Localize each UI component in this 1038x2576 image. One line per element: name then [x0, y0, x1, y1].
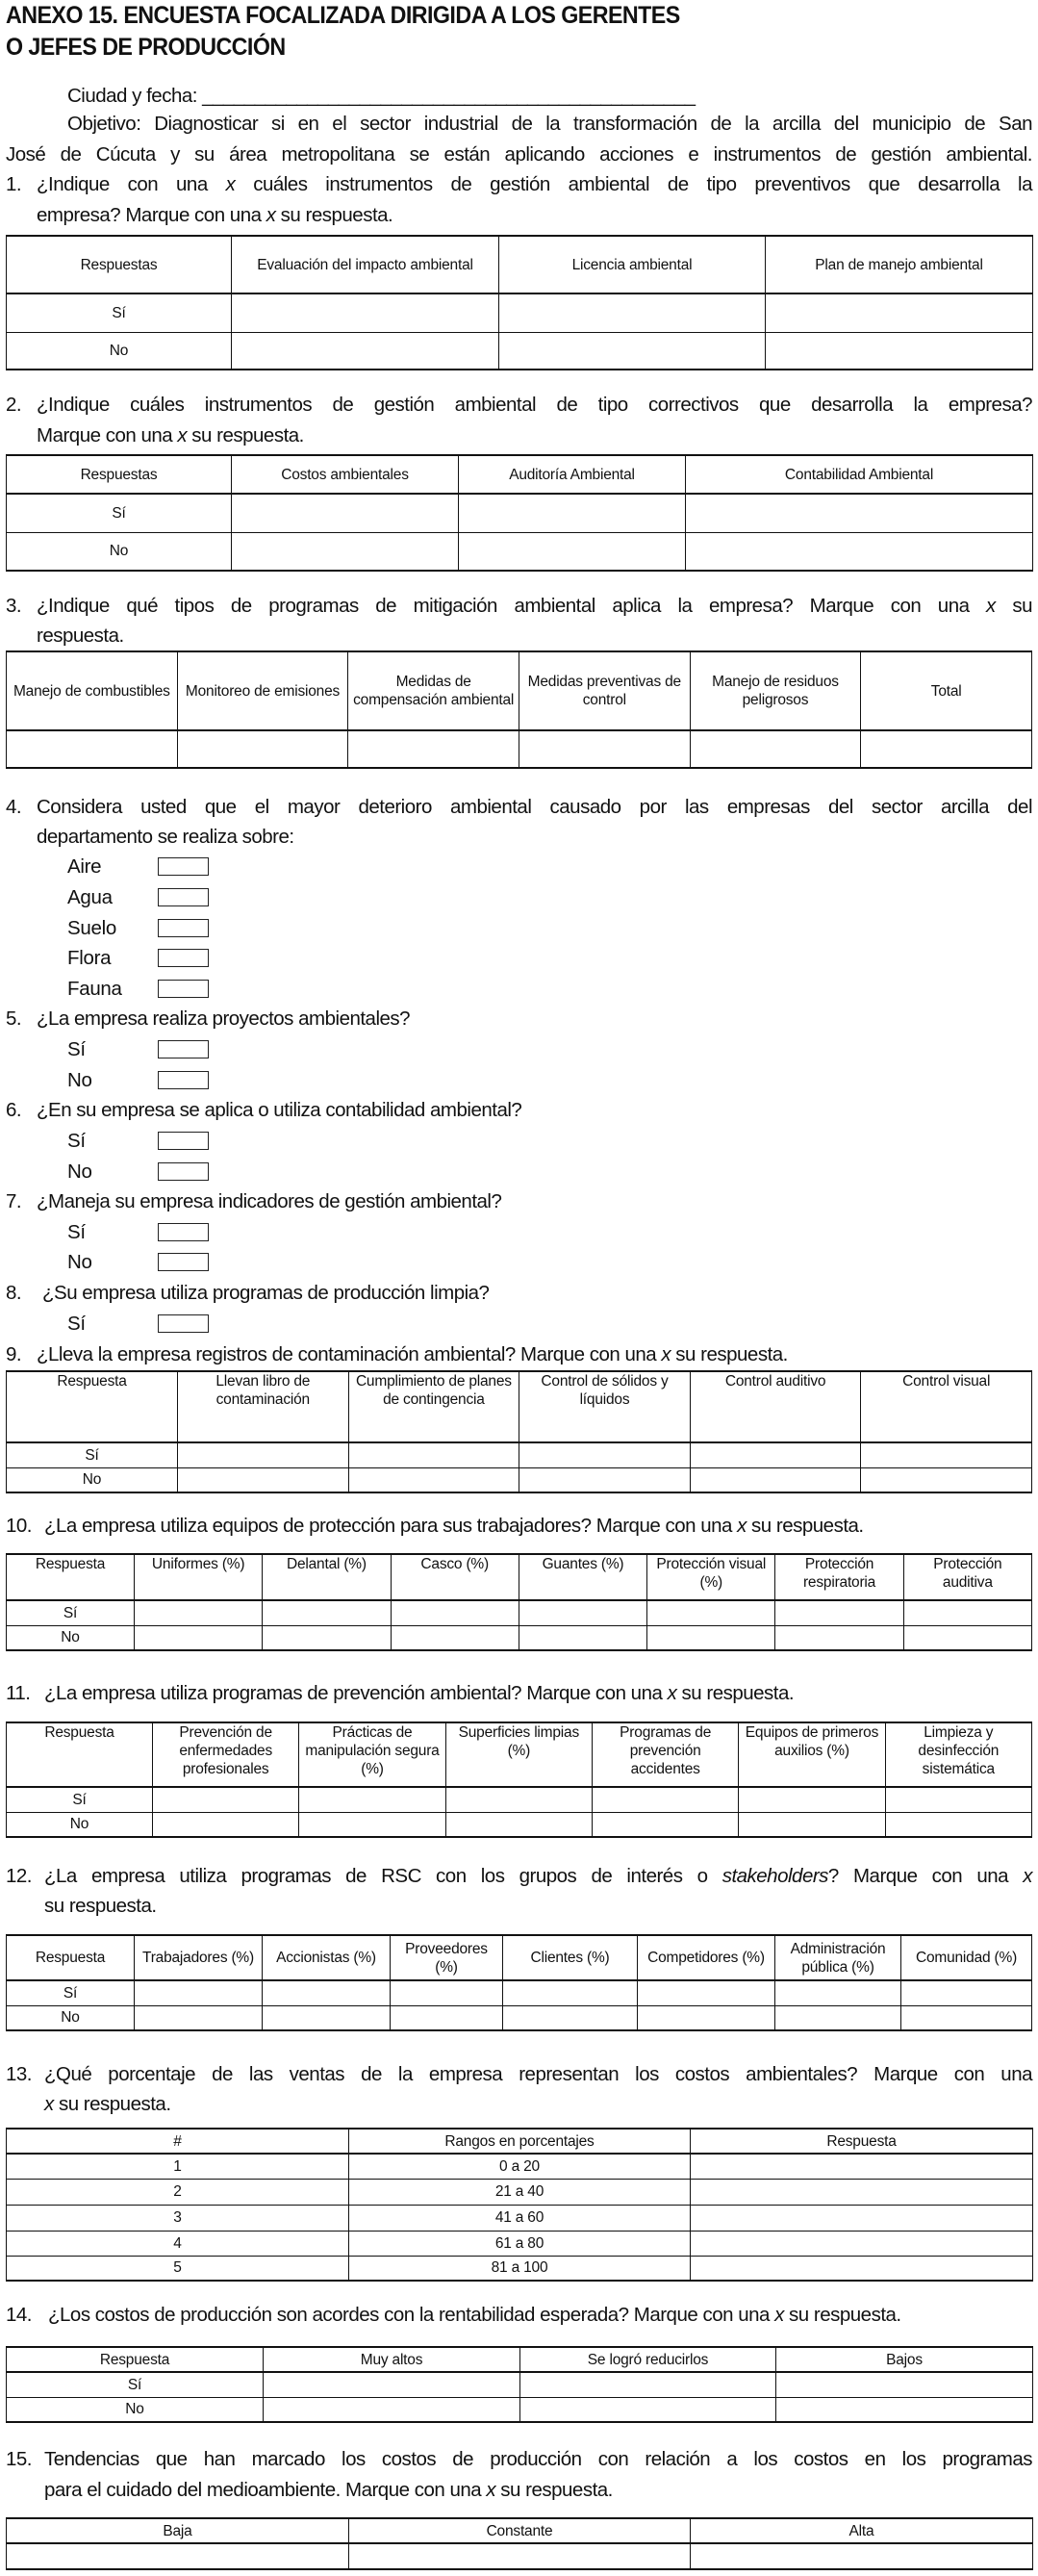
range-value: 0 a 20 — [349, 2154, 691, 2179]
q4-option-suelo-label: Suelo — [67, 917, 116, 939]
answer-cell[interactable] — [177, 730, 348, 768]
q12-table — [6, 1934, 1032, 2031]
q15-text-line-2: para el cuidado del medioambiente. Marque con una x su respuesta. — [44, 2479, 613, 2501]
q12-number: 12. — [6, 1865, 32, 1887]
row-label-si: Sí — [7, 2372, 264, 2397]
answer-cell[interactable] — [775, 1600, 903, 1625]
answer-cell[interactable] — [299, 1812, 445, 1837]
answer-cell[interactable] — [903, 1600, 1031, 1625]
answer-cell[interactable] — [503, 2005, 638, 2030]
answer-cell[interactable] — [775, 1980, 901, 2005]
answer-cell[interactable] — [263, 1600, 391, 1625]
answer-cell[interactable] — [348, 730, 519, 768]
table-row — [7, 1625, 1032, 1650]
range-number: 1 — [7, 2154, 349, 2179]
q3-text-line-2: respuesta. — [37, 625, 124, 647]
q13-header-rangos: Rangos en porcentajes — [349, 2129, 691, 2154]
q12-header-respuesta: Respuesta — [7, 1935, 135, 1980]
objective-line-2: José de Cúcuta y su área metropolitana se están aplicando acciones e instrumentos de gestión ambiental. — [6, 143, 1032, 166]
answer-cell[interactable] — [445, 1787, 592, 1812]
q15-table — [6, 2517, 1033, 2570]
q4-option-suelo-checkbox[interactable] — [158, 919, 209, 937]
q13-table — [6, 2128, 1033, 2282]
table-row — [7, 2256, 1033, 2281]
q9-number: 9. — [6, 1343, 22, 1365]
q7-text: 7. ¿Maneja su empresa indicadores de gestión ambiental? — [6, 1187, 501, 1215]
q1-header-licencia: Licencia ambiental — [499, 236, 766, 293]
q10-header-delantal: Delantal (%) — [263, 1554, 391, 1600]
q5-option-si-label: Sí — [67, 1038, 86, 1060]
answer-cell[interactable] — [519, 730, 690, 768]
answer-cell[interactable] — [7, 730, 178, 768]
title-line-2: O JEFES DE PRODUCCIÓN — [6, 34, 286, 61]
q6-option-no-label: No — [67, 1160, 92, 1183]
city-date-input-line[interactable]: _______________________________________________ — [202, 85, 696, 107]
answer-cell[interactable] — [391, 1980, 503, 2005]
q11-header-primeros-auxilios: Equipos de primeros auxilios (%) — [739, 1722, 885, 1787]
row-label-si: Sí — [7, 494, 232, 532]
q4-option-flora-checkbox[interactable] — [158, 949, 209, 967]
answer-cell[interactable] — [519, 1625, 646, 1650]
q7-option-no-checkbox[interactable] — [158, 1253, 209, 1271]
q2-header-costos: Costos ambientales — [232, 455, 459, 494]
q7-option-no-label: No — [67, 1251, 92, 1273]
answer-cell[interactable] — [691, 2179, 1033, 2205]
answer-cell[interactable] — [391, 1625, 519, 1650]
q9-table — [6, 1370, 1032, 1493]
q10-header-respiratoria: Protección respiratoria — [775, 1554, 903, 1600]
table-row — [7, 730, 1032, 768]
range-value: 61 a 80 — [349, 2231, 691, 2256]
answer-cell[interactable] — [153, 1812, 299, 1837]
q3-table — [6, 650, 1032, 769]
q11-table — [6, 1722, 1032, 1838]
q9-header-libro: Llevan libro de contaminación — [178, 1371, 349, 1442]
q13-text-line-2: x su respuesta. — [44, 2093, 171, 2115]
q11-header-superficies: Superficies limpias (%) — [445, 1722, 592, 1787]
answer-cell[interactable] — [775, 1625, 903, 1650]
q7-number: 7. — [6, 1190, 22, 1212]
row-label-si: Sí — [7, 293, 232, 332]
q10-header-casco: Casco (%) — [391, 1554, 519, 1600]
q8-option-si-label: Sí — [67, 1313, 86, 1335]
answer-cell[interactable] — [776, 2372, 1033, 2397]
q14-table — [6, 2346, 1033, 2423]
q2-table — [6, 454, 1033, 572]
q12-text-line-2: su respuesta. — [44, 1895, 157, 1917]
q8-option-si-checkbox[interactable] — [158, 1314, 209, 1333]
q11-header-enfermedades: Prevención de enfermedades profesionales — [153, 1722, 299, 1787]
q5-number: 5. — [6, 1007, 22, 1030]
q11-text: 11. ¿La empresa utiliza programas de prevención ambiental? Marque con una x su respuesta. — [6, 1679, 794, 1707]
answer-cell[interactable] — [691, 2543, 1033, 2569]
answer-cell[interactable] — [445, 1812, 592, 1837]
range-number: 2 — [7, 2179, 349, 2205]
q14-header-respuesta: Respuesta — [7, 2347, 264, 2372]
q1-number: 1. — [6, 173, 22, 195]
row-label-si: Sí — [7, 1980, 135, 2005]
q9-header-respuesta: Respuesta — [7, 1371, 178, 1442]
answer-cell[interactable] — [519, 1467, 691, 1492]
answer-cell[interactable] — [178, 1442, 349, 1467]
q15-number: 15. — [6, 2448, 32, 2470]
title-line-1: ANEXO 15. ENCUESTA FOCALIZADA DIRIGIDA A LOS GERENTES — [6, 2, 680, 29]
table-row — [7, 494, 1033, 532]
answer-cell[interactable] — [348, 1442, 519, 1467]
q12-header-administracion: Administración pública (%) — [775, 1935, 901, 1980]
q4-option-flora-label: Flora — [67, 947, 112, 969]
answer-cell[interactable] — [691, 2231, 1033, 2256]
answer-cell[interactable] — [135, 2005, 263, 2030]
q2-text-line-1: 2. ¿Indique cuáles instrumentos de gestión ambiental de tipo correctivos que desarrolla la empresa? — [6, 391, 1032, 419]
q2-header-respuestas: Respuestas — [7, 455, 232, 494]
q12-header-clientes: Clientes (%) — [503, 1935, 638, 1980]
table-row — [7, 1600, 1032, 1625]
q15-header-baja: Baja — [7, 2518, 349, 2543]
q6-number: 6. — [6, 1099, 22, 1121]
q8-text: 8. ¿Su empresa utiliza programas de producción limpia? — [6, 1279, 489, 1307]
table-row — [7, 2372, 1033, 2397]
city-date-label: Ciudad y fecha: — [67, 85, 197, 107]
answer-cell[interactable] — [499, 332, 766, 370]
answer-cell[interactable] — [232, 332, 499, 370]
answer-cell[interactable] — [647, 1625, 775, 1650]
table-row — [7, 2231, 1033, 2256]
q12-header-competidores: Competidores (%) — [638, 1935, 775, 1980]
q14-header-muy-altos: Muy altos — [264, 2347, 520, 2372]
answer-cell[interactable] — [691, 2205, 1033, 2231]
row-label-no: No — [7, 2005, 135, 2030]
q4-option-aire-label: Aire — [67, 855, 102, 878]
q13-header-number: # — [7, 2129, 349, 2154]
table-row — [7, 332, 1033, 370]
q9-header-contingencia: Cumplimiento de planes de contingencia — [348, 1371, 519, 1442]
answer-cell[interactable] — [135, 1600, 263, 1625]
answer-cell[interactable] — [348, 1467, 519, 1492]
q1-table — [6, 235, 1033, 370]
row-label-si: Sí — [7, 1600, 135, 1625]
answer-cell[interactable] — [263, 1980, 391, 2005]
table-row — [7, 1980, 1032, 2005]
answer-cell[interactable] — [519, 1600, 646, 1625]
q10-header-uniformes: Uniformes (%) — [135, 1554, 263, 1600]
row-label-si: Sí — [7, 1787, 153, 1812]
q12-header-proveedores: Proveedores (%) — [391, 1935, 503, 1980]
answer-cell[interactable] — [861, 1442, 1032, 1467]
q9-text: 9. ¿Lleva la empresa registros de contaminación ambiental? Marque con una x su respuesta. — [6, 1340, 788, 1368]
row-label-si: Sí — [7, 1442, 178, 1467]
q1-header-respuestas: Respuestas — [7, 236, 232, 293]
answer-cell[interactable] — [690, 1442, 861, 1467]
city-date-field — [67, 82, 696, 110]
answer-cell[interactable] — [391, 1600, 519, 1625]
range-number: 5 — [7, 2256, 349, 2281]
q6-option-si-checkbox[interactable] — [158, 1132, 209, 1150]
q10-header-auditiva: Protección auditiva — [903, 1554, 1031, 1600]
table-row — [7, 532, 1033, 571]
answer-cell[interactable] — [263, 2005, 391, 2030]
answer-cell[interactable] — [901, 1980, 1032, 2005]
row-label-no: No — [7, 2397, 264, 2422]
q6-text: 6. ¿En su empresa se aplica o utiliza contabilidad ambiental? — [6, 1096, 521, 1124]
range-value: 41 a 60 — [349, 2205, 691, 2231]
q15-header-constante: Constante — [349, 2518, 691, 2543]
q2-text-line-2: Marque con una x su respuesta. — [37, 424, 304, 446]
q6-option-si-label: Sí — [67, 1130, 86, 1152]
q5-option-no-checkbox[interactable] — [158, 1071, 209, 1089]
answer-cell[interactable] — [766, 332, 1033, 370]
q1-header-evaluacion: Evaluación del impacto ambiental — [232, 236, 499, 293]
q12-header-comunidad: Comunidad (%) — [901, 1935, 1032, 1980]
q5-text: 5. ¿La empresa realiza proyectos ambientales? — [6, 1005, 410, 1033]
q2-header-auditoria: Auditoría Ambiental — [459, 455, 686, 494]
answer-cell[interactable] — [885, 1787, 1031, 1812]
answer-cell[interactable] — [691, 2154, 1033, 2179]
range-number: 4 — [7, 2231, 349, 2256]
q10-header-respuesta: Respuesta — [7, 1554, 135, 1600]
q3-header-combustibles: Manejo de combustibles — [7, 651, 178, 730]
q4-option-agua-checkbox[interactable] — [158, 888, 209, 906]
answer-cell[interactable] — [861, 1467, 1032, 1492]
q9-header-auditivo: Control auditivo — [690, 1371, 861, 1442]
q5-option-si-checkbox[interactable] — [158, 1040, 209, 1058]
q10-table — [6, 1553, 1032, 1651]
q11-header-manipulacion: Prácticas de manipulación segura (%) — [299, 1722, 445, 1787]
answer-cell[interactable] — [349, 2543, 691, 2569]
q2-number: 2. — [6, 394, 22, 416]
table-row — [7, 1812, 1032, 1837]
q14-text: 14. ¿Los costos de producción son acordes con la rentabilidad esperada? Marque con una x su respuesta. — [6, 2301, 901, 2329]
q13-header-respuesta: Respuesta — [691, 2129, 1033, 2154]
q15-header-alta: Alta — [691, 2518, 1033, 2543]
q11-header-limpieza: Limpieza y desinfección sistemática — [885, 1722, 1031, 1787]
answer-cell[interactable] — [901, 2005, 1032, 2030]
answer-cell[interactable] — [299, 1787, 445, 1812]
q10-header-guantes: Guantes (%) — [519, 1554, 646, 1600]
q6-option-no-checkbox[interactable] — [158, 1162, 209, 1181]
q14-header-reducirlos: Se logró reducirlos — [520, 2347, 776, 2372]
q7-option-si-checkbox[interactable] — [158, 1223, 209, 1241]
document-title — [6, 0, 954, 64]
q4-text-line-2: departamento se realiza sobre: — [37, 826, 294, 848]
answer-cell[interactable] — [861, 730, 1032, 768]
q13-number: 13. — [6, 2063, 32, 2085]
q11-header-respuesta: Respuesta — [7, 1722, 153, 1787]
answer-cell[interactable] — [263, 1625, 391, 1650]
q5-option-no-label: No — [67, 1069, 92, 1091]
answer-cell[interactable] — [592, 1787, 738, 1812]
answer-cell[interactable] — [520, 2372, 776, 2397]
q14-number: 14. — [6, 2304, 32, 2326]
objective-line-1: Objetivo: Diagnosticar si en el sector industrial de la transformación de la arcilla del municipio de San — [67, 113, 1032, 135]
table-row — [7, 2205, 1033, 2231]
answer-cell[interactable] — [153, 1787, 299, 1812]
q1-text-line-1: 1. ¿Indique con una x cuáles instrumentos de gestión ambiental de tipo preventivos que desarrolla la — [6, 170, 1032, 198]
q3-header-preventivas: Medidas preventivas de control — [519, 651, 690, 730]
answer-cell[interactable] — [232, 494, 459, 532]
range-number: 3 — [7, 2205, 349, 2231]
answer-cell[interactable] — [638, 1980, 775, 2005]
q10-header-visual: Protección visual (%) — [647, 1554, 775, 1600]
q3-header-total: Total — [861, 651, 1032, 730]
q14-header-bajos: Bajos — [776, 2347, 1033, 2372]
answer-cell[interactable] — [459, 494, 686, 532]
answer-cell[interactable] — [686, 494, 1033, 532]
q15-text-line-1: 15. Tendencias que han marcado los costos de producción con relación a los costos en los programas — [6, 2445, 1032, 2473]
table-row — [7, 1467, 1032, 1492]
row-label-no: No — [7, 532, 232, 571]
q3-number: 3. — [6, 595, 22, 617]
range-value: 81 a 100 — [349, 2256, 691, 2281]
answer-cell[interactable] — [739, 1812, 885, 1837]
answer-cell[interactable] — [391, 2005, 503, 2030]
table-row — [7, 2179, 1033, 2205]
answer-cell[interactable] — [135, 1980, 263, 2005]
row-label-no: No — [7, 1812, 153, 1837]
q12-text-line-1: 12. ¿La empresa utiliza programas de RSC con los grupos de interés o stakeholders? Marque con una x — [6, 1862, 1032, 1890]
answer-cell[interactable] — [647, 1600, 775, 1625]
table-row — [7, 1442, 1032, 1467]
table-row — [7, 2154, 1033, 2179]
answer-cell[interactable] — [903, 1625, 1031, 1650]
answer-cell[interactable] — [739, 1787, 885, 1812]
answer-cell[interactable] — [691, 2256, 1033, 2281]
row-label-no: No — [7, 1467, 178, 1492]
q9-header-solidos: Control de sólidos y líquidos — [519, 1371, 691, 1442]
q2-header-contabilidad: Contabilidad Ambiental — [686, 455, 1033, 494]
q4-option-aire-checkbox[interactable] — [158, 857, 209, 876]
q11-number: 11. — [6, 1682, 31, 1704]
answer-cell[interactable] — [775, 2005, 901, 2030]
q3-text-line-1: 3. ¿Indique qué tipos de programas de mitigación ambiental aplica la empresa? Marque con una x su — [6, 592, 1032, 620]
answer-cell[interactable] — [690, 1467, 861, 1492]
answer-cell[interactable] — [885, 1812, 1031, 1837]
q1-text-line-2: empresa? Marque con una x su respuesta. — [37, 204, 393, 226]
table-row — [7, 1787, 1032, 1812]
q7-option-si-label: Sí — [67, 1221, 86, 1243]
q9-header-visual: Control visual — [861, 1371, 1032, 1442]
answer-cell[interactable] — [232, 532, 459, 571]
answer-cell[interactable] — [520, 2397, 776, 2422]
answer-cell[interactable] — [7, 2543, 349, 2569]
answer-cell[interactable] — [459, 532, 686, 571]
answer-cell[interactable] — [232, 293, 499, 332]
row-label-no: No — [7, 332, 232, 370]
q3-header-emisiones: Monitoreo de emisiones — [177, 651, 348, 730]
q12-header-trabajadores: Trabajadores (%) — [135, 1935, 263, 1980]
answer-cell[interactable] — [135, 1625, 263, 1650]
answer-cell[interactable] — [264, 2397, 520, 2422]
answer-cell[interactable] — [690, 730, 861, 768]
table-row — [7, 2543, 1033, 2569]
answer-cell[interactable] — [592, 1812, 738, 1837]
answer-cell[interactable] — [638, 2005, 775, 2030]
answer-cell[interactable] — [264, 2372, 520, 2397]
answer-cell[interactable] — [766, 293, 1033, 332]
q4-option-agua-label: Agua — [67, 886, 113, 908]
q11-header-accidentes: Programas de prevención accidentes — [592, 1722, 738, 1787]
q10-number: 10. — [6, 1515, 32, 1537]
q4-number: 4. — [6, 796, 22, 818]
table-row — [7, 2397, 1033, 2422]
answer-cell[interactable] — [503, 1980, 638, 2005]
answer-cell[interactable] — [686, 532, 1033, 571]
answer-cell[interactable] — [776, 2397, 1033, 2422]
q4-text-line-1: 4. Considera usted que el mayor deterioro ambiental causado por las empresas del sector arcilla del — [6, 793, 1032, 821]
q13-text-line-1: 13. ¿Qué porcentaje de las ventas de la empresa representan los costos ambientales? Marque con una — [6, 2060, 1032, 2088]
q1-header-plan: Plan de manejo ambiental — [766, 236, 1033, 293]
q8-number: 8. — [6, 1282, 22, 1304]
answer-cell[interactable] — [178, 1467, 349, 1492]
q3-header-compensacion: Medidas de compensación ambiental — [348, 651, 519, 730]
q3-header-residuos: Manejo de residuos peligrosos — [690, 651, 861, 730]
table-row — [7, 293, 1033, 332]
q4-option-fauna-checkbox[interactable] — [158, 980, 209, 998]
table-row — [7, 2005, 1032, 2030]
answer-cell[interactable] — [519, 1442, 691, 1467]
row-label-no: No — [7, 1625, 135, 1650]
answer-cell[interactable] — [499, 293, 766, 332]
range-value: 21 a 40 — [349, 2179, 691, 2205]
q10-text: 10. ¿La empresa utiliza equipos de protección para sus trabajadores? Marque con una x su respuesta. — [6, 1512, 864, 1540]
q12-header-accionistas: Accionistas (%) — [263, 1935, 391, 1980]
q4-option-fauna-label: Fauna — [67, 978, 122, 1000]
